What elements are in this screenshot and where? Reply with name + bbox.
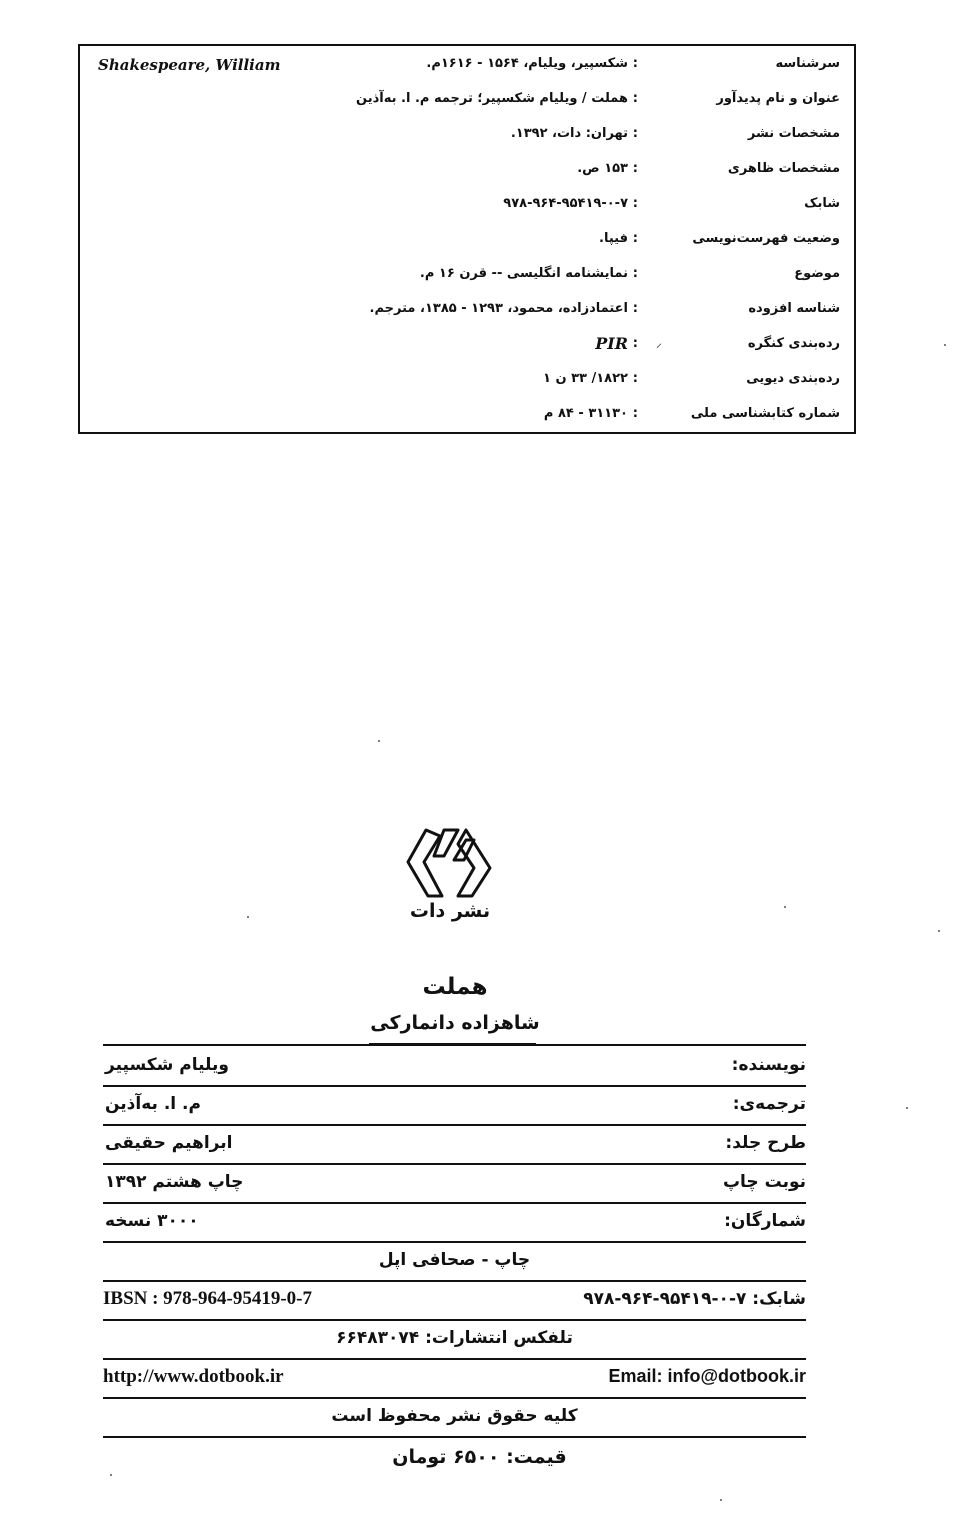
credit-label: شمارگان:: [724, 1211, 806, 1231]
book-subtitle: شاهزاده دانمارکی: [370, 1012, 540, 1034]
cip-label: سرشناسه: [775, 56, 840, 71]
isbn-fa: شابک: ۷-۰-۹۵۴۱۹-۹۶۴-۹۷۸: [583, 1289, 806, 1309]
telefax-row: [103, 1319, 806, 1360]
credit-label: نوبت چاپ: [722, 1172, 806, 1192]
credit-row-print-run: [103, 1202, 806, 1243]
credit-row-edition: [103, 1163, 806, 1204]
cip-label: رده‌بندی کنگره: [747, 336, 840, 351]
cip-value: ۳۱۱۳۰ - ۸۴ م: [543, 406, 628, 421]
scan-speck: [720, 1499, 722, 1501]
cip-label: مشخصات ظاهری: [727, 161, 840, 176]
credit-value: م. ا. به‌آذین: [105, 1094, 201, 1114]
telefax-text: تلفکس انتشارات: ۶۶۴۸۳۰۷۴: [336, 1328, 573, 1348]
printer-row: [103, 1241, 806, 1282]
price-text: قیمت: ۶۵۰۰ تومان: [392, 1446, 567, 1468]
cip-box: [78, 44, 856, 434]
scan-speck: [944, 344, 946, 346]
cip-row-subject: نمایشنامه انگلیسی -- قرن ۱۶ م. : موضوع: [419, 266, 840, 281]
credit-row-cover-design: [103, 1124, 806, 1165]
cip-label: رده‌بندی دیویی: [746, 371, 840, 386]
cip-value: ۱۵۳ ص.: [577, 161, 628, 176]
credit-value: ۳۰۰۰ نسخه: [105, 1211, 199, 1231]
printer-text: چاپ - صحافی اپل: [378, 1250, 531, 1270]
cip-row-author: Shakespeare, William شکسپیر، ویلیام، ۱۵۶۴ - ۱۶۱۶م. : سرشناسه: [98, 56, 840, 74]
book-title: هملت: [422, 974, 488, 1000]
copyright-row: [103, 1397, 806, 1438]
cip-label: شابک: [804, 196, 840, 211]
cip-value: شکسپیر، ویلیام، ۱۵۶۴ - ۱۶۱۶م.: [426, 56, 628, 71]
cip-row-added-entry: اعتمادزاده، محمود، ۱۲۹۳ - ۱۳۸۵، مترجم. : شناسه افزوده: [369, 301, 840, 316]
scan-speck: [938, 930, 940, 932]
credit-label: نویسنده:: [731, 1055, 806, 1075]
publisher-name: نشر دات: [409, 900, 491, 922]
credit-label: طرح جلد:: [725, 1133, 806, 1153]
cip-label: موضوع: [794, 266, 840, 281]
cip-row-dewey: ۱۸۲۲/ ۳۳ ن ۱ : رده‌بندی دیویی: [543, 371, 840, 386]
credit-value: ویلیام شکسپیر: [105, 1055, 229, 1075]
cip-value: نمایشنامه انگلیسی -- قرن ۱۶ م.: [419, 266, 628, 281]
cip-value: تهران: دات، ۱۳۹۲.: [510, 126, 628, 141]
cip-latin-name: Shakespeare, William: [98, 56, 281, 74]
cip-row-title: هملت / ویلیام شکسپیر؛ ترجمه م. ا. به‌آذین : عنوان و نام پدیدآور: [356, 91, 840, 106]
cip-label: وضعیت فهرست‌نویسی: [692, 231, 840, 246]
scan-speck: [784, 906, 786, 908]
credit-value: ابراهیم حقیقی: [105, 1133, 233, 1153]
credit-label: ترجمه‌ی:: [732, 1094, 806, 1114]
cip-value: اعتمادزاده، محمود، ۱۲۹۳ - ۱۳۸۵، مترجم.: [369, 301, 628, 316]
cip-label: عنوان و نام پدیدآور: [716, 91, 840, 106]
cip-row-physical: ۱۵۳ ص. : مشخصات ظاهری: [577, 161, 840, 176]
cip-row-publication: تهران: دات، ۱۳۹۲. : مشخصات نشر: [510, 126, 840, 141]
cip-value: ۹۷۸-۹۶۴-۹۵۴۱۹-۰-۷: [503, 196, 628, 211]
credit-row-translator: [103, 1085, 806, 1126]
website-link[interactable]: http://www.dotbook.ir: [103, 1366, 284, 1387]
credit-row-author: [103, 1044, 806, 1087]
isbn-row: [103, 1280, 806, 1321]
credit-value: چاپ هشتم ۱۳۹۲: [105, 1172, 244, 1192]
copyright-text: کلیه حقوق نشر محفوظ است: [331, 1406, 578, 1426]
isbn-en: IBSN : 978-964-95419-0-7: [103, 1288, 312, 1309]
scan-speck: [110, 1474, 112, 1476]
cip-row-isbn: ۹۷۸-۹۶۴-۹۵۴۱۹-۰-۷ : شابک: [503, 196, 840, 211]
scan-speck: [906, 1107, 908, 1109]
cip-row-national-number: ۳۱۱۳۰ - ۸۴ م : شماره کتابشناسی ملی: [543, 406, 840, 421]
scan-speck: [247, 916, 249, 918]
cip-row-lc-class: PIR : ⸝ رده‌بندی کنگره: [595, 334, 840, 353]
cip-row-status: فیپا. : وضعیت فهرست‌نویسی: [599, 231, 840, 246]
cip-label: مشخصات نشر: [747, 126, 840, 141]
cip-value: PIR: [595, 334, 628, 353]
cip-label: شناسه افزوده: [748, 301, 840, 316]
cip-label: شماره کتابشناسی ملی: [690, 406, 840, 421]
check-mark-icon: ⸝: [655, 336, 662, 350]
scan-speck: [378, 740, 380, 742]
cip-value: هملت / ویلیام شکسپیر؛ ترجمه م. ا. به‌آذین: [356, 91, 628, 106]
cip-value: فیپا.: [599, 231, 628, 246]
cip-value: ۱۸۲۲/ ۳۳ ن ۱: [543, 371, 628, 386]
email-link[interactable]: Email: info@dotbook.ir: [608, 1366, 806, 1386]
contact-row: [103, 1358, 806, 1399]
publisher-logo-icon: [404, 826, 494, 898]
